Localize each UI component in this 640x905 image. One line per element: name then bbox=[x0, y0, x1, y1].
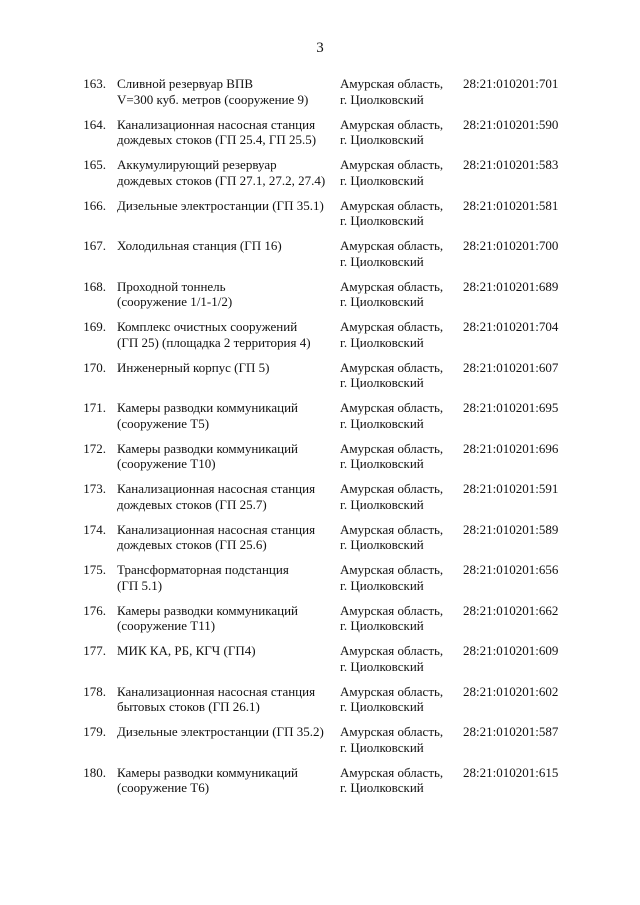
item-address-line: г. Циолковский bbox=[340, 699, 424, 714]
item-name-line: Канализационная насосная станция bbox=[117, 521, 316, 537]
item-cadastral-number: 28:21:010201:581 bbox=[463, 197, 559, 213]
item-number: 176. bbox=[83, 602, 106, 618]
list-item bbox=[0, 76, 640, 117]
item-address bbox=[340, 603, 460, 634]
item-name-line: Канализационная насосная станция bbox=[117, 683, 316, 699]
item-cadastral-number: 28:21:010201:590 bbox=[463, 116, 559, 132]
item-address bbox=[340, 360, 460, 391]
item-name bbox=[117, 562, 337, 593]
item-address-line: Амурская область, bbox=[340, 643, 444, 658]
item-name-line: Сливной резервуар ВПВ bbox=[117, 76, 254, 91]
item-address-line: Амурская область, bbox=[340, 197, 444, 213]
item-address-line: г. Циолковский bbox=[340, 415, 424, 431]
item-number: 170. bbox=[83, 359, 106, 375]
item-address bbox=[340, 198, 460, 229]
item-number: 168. bbox=[83, 278, 106, 294]
item-address bbox=[340, 117, 460, 148]
item-address-line: Амурская область, bbox=[340, 319, 444, 334]
item-cadastral-number: 28:21:010201:700 bbox=[463, 238, 559, 253]
item-address bbox=[340, 562, 460, 593]
item-address-line: г. Циолковский bbox=[340, 739, 424, 755]
item-address-line: г. Циолковский bbox=[340, 294, 424, 309]
item-number: 164. bbox=[83, 116, 106, 132]
item-cadastral-number: 28:21:010201:589 bbox=[463, 521, 559, 537]
item-address-line: г. Циолковский bbox=[340, 577, 424, 593]
item-address bbox=[340, 441, 460, 472]
item-name-line: (ГП 5.1) bbox=[117, 577, 163, 593]
item-name-line: (ГП 25) (площадка 2 территория 4) bbox=[117, 334, 311, 350]
item-number: 180. bbox=[83, 764, 106, 780]
list-item bbox=[0, 198, 640, 239]
list-item bbox=[0, 238, 640, 279]
item-address bbox=[340, 400, 460, 431]
item-number: 163. bbox=[83, 76, 106, 91]
item-name bbox=[117, 724, 337, 740]
item-name bbox=[117, 441, 337, 472]
item-address-line: Амурская область, bbox=[340, 359, 444, 375]
page-number: 3 bbox=[316, 40, 324, 56]
item-address-line: г. Циолковский bbox=[340, 780, 424, 795]
item-address bbox=[340, 765, 460, 796]
item-address-line: г. Циолковский bbox=[340, 132, 424, 147]
item-name-line: V=300 куб. метров (сооружение 9) bbox=[117, 91, 309, 107]
item-name-line: Инженерный корпус (ГП 5) bbox=[117, 359, 270, 375]
list-item bbox=[0, 765, 640, 806]
item-name bbox=[117, 279, 337, 310]
item-cadastral-number: 28:21:010201:696 bbox=[463, 440, 559, 456]
item-address-line: Амурская область, bbox=[340, 521, 444, 537]
item-address-line: г. Циолковский bbox=[340, 334, 424, 350]
item-name-line: Камеры разводки коммуникаций bbox=[117, 400, 299, 415]
item-address bbox=[340, 481, 460, 512]
item-address-line: г. Циолковский bbox=[340, 496, 424, 512]
item-address bbox=[340, 684, 460, 715]
item-name-line: Канализационная насосная станция bbox=[117, 481, 316, 496]
item-address-line: г. Циолковский bbox=[340, 456, 424, 471]
list-item bbox=[0, 643, 640, 684]
item-name-line: Холодильная станция (ГП 16) bbox=[117, 238, 282, 253]
item-address-line: г. Циолковский bbox=[340, 618, 424, 633]
item-address bbox=[340, 76, 460, 107]
item-number: 174. bbox=[83, 521, 106, 537]
item-address-line: Амурская область, bbox=[340, 440, 444, 456]
item-name bbox=[117, 76, 337, 107]
item-address-line: Амурская область, bbox=[340, 602, 444, 618]
item-name bbox=[117, 360, 337, 376]
item-name-line: Проходной тоннель bbox=[117, 278, 226, 294]
list-item bbox=[0, 117, 640, 158]
list-item bbox=[0, 441, 640, 482]
item-cadastral-number: 28:21:010201:695 bbox=[463, 400, 559, 415]
list-item bbox=[0, 400, 640, 441]
item-name bbox=[117, 400, 337, 431]
item-number: 171. bbox=[83, 400, 106, 415]
item-address-line: г. Циолковский bbox=[340, 253, 424, 269]
item-name-line: (сооружение Т5) bbox=[117, 415, 210, 431]
list-item bbox=[0, 522, 640, 563]
property-list bbox=[0, 76, 640, 805]
item-cadastral-number: 28:21:010201:587 bbox=[463, 724, 559, 739]
item-name-line: Камеры разводки коммуникаций bbox=[117, 602, 299, 618]
item-name bbox=[117, 684, 337, 715]
item-cadastral-number: 28:21:010201:591 bbox=[463, 481, 559, 496]
item-name-line: бытовых стоков (ГП 26.1) bbox=[117, 699, 260, 714]
item-name-line: Комплекс очистных сооружений bbox=[117, 319, 298, 334]
item-name-line: (сооружение Т11) bbox=[117, 618, 216, 633]
item-address bbox=[340, 238, 460, 269]
item-name-line: дождевых стоков (ГП 27.1, 27.2, 27.4) bbox=[117, 172, 326, 188]
item-address bbox=[340, 643, 460, 674]
item-name bbox=[117, 481, 337, 512]
item-address bbox=[340, 724, 460, 755]
list-item bbox=[0, 603, 640, 644]
item-address-line: Амурская область, bbox=[340, 400, 444, 415]
item-cadastral-number: 28:21:010201:689 bbox=[463, 278, 559, 294]
item-name-line: дождевых стоков (ГП 25.4, ГП 25.5) bbox=[117, 132, 317, 147]
item-address-line: Амурская область, bbox=[340, 76, 444, 91]
item-number: 173. bbox=[83, 481, 106, 496]
item-name bbox=[117, 643, 337, 659]
item-number: 166. bbox=[83, 197, 106, 213]
item-number: 165. bbox=[83, 157, 106, 172]
item-name-line: Дизельные электростанции (ГП 35.2) bbox=[117, 724, 324, 739]
item-name bbox=[117, 238, 337, 254]
item-address-line: Амурская область, bbox=[340, 238, 444, 253]
item-name bbox=[117, 603, 337, 634]
item-name-line: дождевых стоков (ГП 25.7) bbox=[117, 496, 267, 512]
item-name-line: МИК КА, РБ, КГЧ (ГП4) bbox=[117, 643, 256, 658]
item-number: 175. bbox=[83, 562, 106, 577]
item-address-line: г. Циолковский bbox=[340, 213, 424, 228]
item-address-line: г. Циолковский bbox=[340, 172, 424, 188]
item-cadastral-number: 28:21:010201:609 bbox=[463, 643, 559, 658]
item-name bbox=[117, 319, 337, 350]
item-name-line: Трансформаторная подстанция bbox=[117, 562, 289, 577]
item-name bbox=[117, 198, 337, 214]
item-cadastral-number: 28:21:010201:602 bbox=[463, 683, 559, 699]
list-item bbox=[0, 562, 640, 603]
item-address bbox=[340, 319, 460, 350]
item-name-line: Камеры разводки коммуникаций bbox=[117, 440, 299, 456]
list-item bbox=[0, 481, 640, 522]
list-item bbox=[0, 684, 640, 725]
item-address-line: Амурская область, bbox=[340, 157, 444, 172]
item-number: 169. bbox=[83, 319, 106, 334]
item-number: 179. bbox=[83, 724, 106, 739]
item-number: 177. bbox=[83, 643, 106, 658]
item-cadastral-number: 28:21:010201:607 bbox=[463, 359, 559, 375]
item-address-line: Амурская область, bbox=[340, 116, 444, 132]
item-address-line: г. Циолковский bbox=[340, 658, 424, 674]
item-name-line: Аккумулирующий резервуар bbox=[117, 157, 277, 172]
item-name-line: Канализационная насосная станция bbox=[117, 116, 316, 132]
item-number: 172. bbox=[83, 440, 106, 456]
item-name-line: (сооружение Т6) bbox=[117, 780, 210, 795]
item-address-line: Амурская область, bbox=[340, 278, 444, 294]
item-name-line: дождевых стоков (ГП 25.6) bbox=[117, 537, 267, 552]
list-item bbox=[0, 157, 640, 198]
item-address-line: Амурская область, bbox=[340, 683, 444, 699]
item-address-line: г. Циолковский bbox=[340, 537, 424, 552]
item-number: 167. bbox=[83, 238, 106, 253]
item-address-line: Амурская область, bbox=[340, 724, 444, 739]
item-cadastral-number: 28:21:010201:656 bbox=[463, 562, 559, 577]
item-name-line: Дизельные электростанции (ГП 35.1) bbox=[117, 197, 324, 213]
item-name bbox=[117, 157, 337, 188]
item-address-line: г. Циолковский bbox=[340, 375, 424, 390]
item-address bbox=[340, 279, 460, 310]
item-cadastral-number: 28:21:010201:615 bbox=[463, 764, 559, 780]
item-cadastral-number: 28:21:010201:701 bbox=[463, 76, 559, 91]
item-address bbox=[340, 522, 460, 553]
item-address-line: Амурская область, bbox=[340, 764, 444, 780]
item-name-line: (сооружение 1/1-1/2) bbox=[117, 294, 233, 309]
list-item bbox=[0, 724, 640, 765]
item-name bbox=[117, 765, 337, 796]
item-cadastral-number: 28:21:010201:662 bbox=[463, 602, 559, 618]
item-address-line: Амурская область, bbox=[340, 562, 444, 577]
item-cadastral-number: 28:21:010201:704 bbox=[463, 319, 559, 334]
item-number: 178. bbox=[83, 683, 106, 699]
list-item bbox=[0, 360, 640, 401]
item-name-line: (сооружение Т10) bbox=[117, 456, 216, 471]
item-name bbox=[117, 522, 337, 553]
item-name-line: Камеры разводки коммуникаций bbox=[117, 764, 299, 780]
item-cadastral-number: 28:21:010201:583 bbox=[463, 157, 559, 172]
item-address-line: г. Циолковский bbox=[340, 91, 424, 107]
item-name bbox=[117, 117, 337, 148]
item-address bbox=[340, 157, 460, 188]
item-address-line: Амурская область, bbox=[340, 481, 444, 496]
list-item bbox=[0, 319, 640, 360]
list-item bbox=[0, 279, 640, 320]
